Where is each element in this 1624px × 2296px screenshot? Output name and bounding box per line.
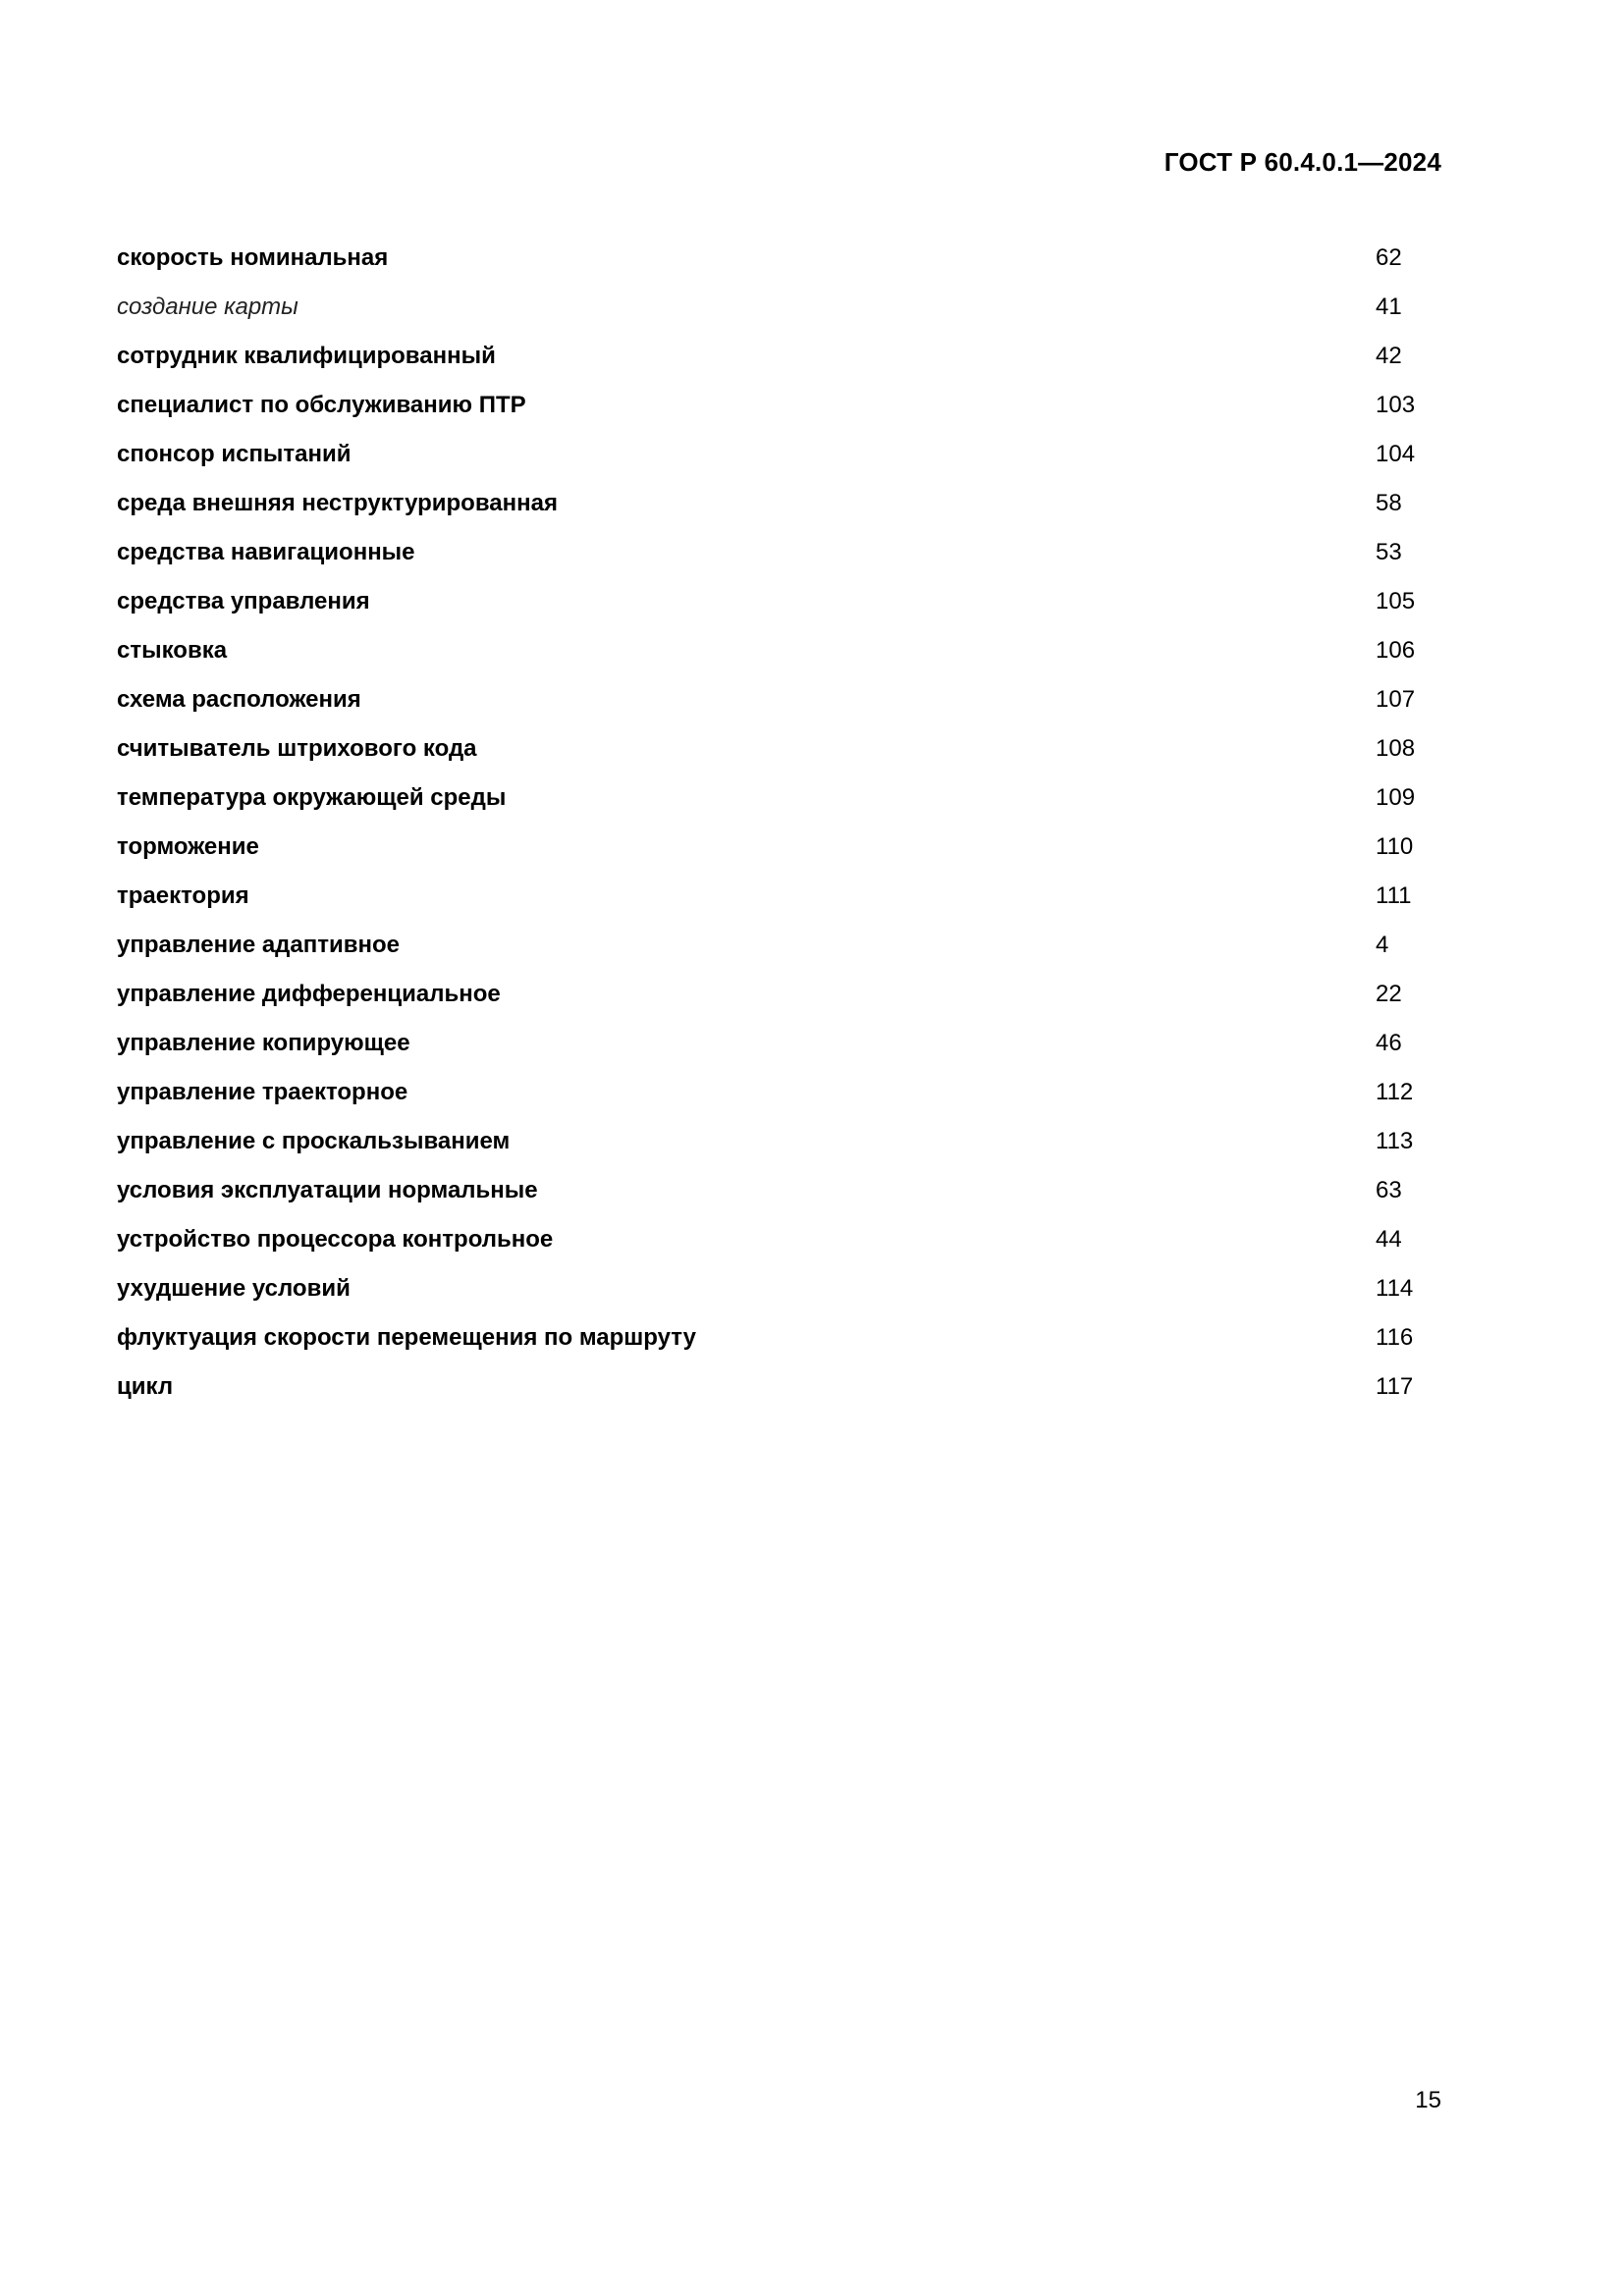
index-entry [117,1123,1441,1172]
index-entry [117,878,1441,927]
index-term: управление дифференциальное [117,981,501,1007]
index-entry [117,976,1441,1025]
index-term: цикл [117,1373,174,1400]
index-page-ref: 41 [1376,294,1402,320]
index-page-ref: 104 [1376,441,1416,467]
index-page-ref: 46 [1376,1030,1402,1056]
index-page-ref: 105 [1376,588,1416,614]
index-entry [117,583,1441,632]
index-entry [117,240,1441,289]
index-page-ref: 117 [1376,1373,1414,1400]
index-term: управление копирующее [117,1030,410,1056]
index-entry [117,927,1441,976]
index-page-ref: 107 [1376,686,1416,713]
index-entry [117,1221,1441,1270]
index-page-ref: 106 [1376,637,1416,664]
index-entry [117,387,1441,436]
index-term: управление траекторное [117,1079,408,1105]
index-term: спонсор испытаний [117,441,352,467]
index-term: схема расположения [117,686,361,713]
page-number: 15 [1415,2087,1441,2113]
index-term: скорость номинальная [117,244,389,271]
index-entry [117,289,1441,338]
index-entry [117,1368,1441,1417]
index-entry [117,338,1441,387]
index-entry [117,828,1441,878]
index-page-ref: 22 [1376,981,1402,1007]
index-page-ref: 108 [1376,735,1416,762]
index-entry [117,1074,1441,1123]
index-page-ref: 42 [1376,343,1402,369]
index-entry [117,632,1441,681]
index-term: ухудшение условий [117,1275,351,1302]
index-entry [117,1025,1441,1074]
index-entry [117,779,1441,828]
index-entry [117,730,1441,779]
index-term: создание карты [117,294,298,320]
index-entry [117,681,1441,730]
index-page-ref: 53 [1376,539,1402,565]
index-term: сотрудник квалифицированный [117,343,496,369]
index-entry [117,485,1441,534]
index-page-ref: 4 [1376,932,1389,958]
alphabetical-index [117,240,1441,1417]
index-term: средства управления [117,588,370,614]
index-page-ref: 114 [1376,1275,1414,1302]
index-entry [117,1172,1441,1221]
index-page-ref: 62 [1376,244,1402,271]
index-page-ref: 58 [1376,490,1402,516]
index-term: устройство процессора контрольное [117,1226,554,1253]
index-page-ref: 109 [1376,784,1416,811]
index-page-ref: 111 [1376,882,1412,909]
index-page-ref: 103 [1376,392,1416,418]
index-term: управление адаптивное [117,932,401,958]
index-term: управление с проскальзыванием [117,1128,511,1154]
index-term: среда внешняя неструктурированная [117,490,558,516]
index-term: условия эксплуатации нормальные [117,1177,538,1203]
index-term: считыватель штрихового кода [117,735,477,762]
index-entry [117,1270,1441,1319]
index-page-ref: 44 [1376,1226,1402,1253]
index-entry [117,534,1441,583]
index-term: средства навигационные [117,539,415,565]
index-term: стыковка [117,637,228,664]
index-entry [117,436,1441,485]
index-page-ref: 116 [1376,1324,1414,1351]
index-entry [117,1319,1441,1368]
index-term: специалист по обслуживанию ПТР [117,392,526,418]
index-term: торможение [117,833,259,860]
index-term: флуктуация скорости перемещения по маршруту [117,1324,696,1351]
standard-code-header: ГОСТ Р 60.4.0.1—2024 [1164,147,1441,177]
index-term: траектория [117,882,249,909]
index-page-ref: 113 [1376,1128,1414,1154]
index-page-ref: 112 [1376,1079,1414,1105]
index-term: температура окружающей среды [117,784,507,811]
index-page-ref: 63 [1376,1177,1402,1203]
index-page-ref: 110 [1376,833,1414,860]
